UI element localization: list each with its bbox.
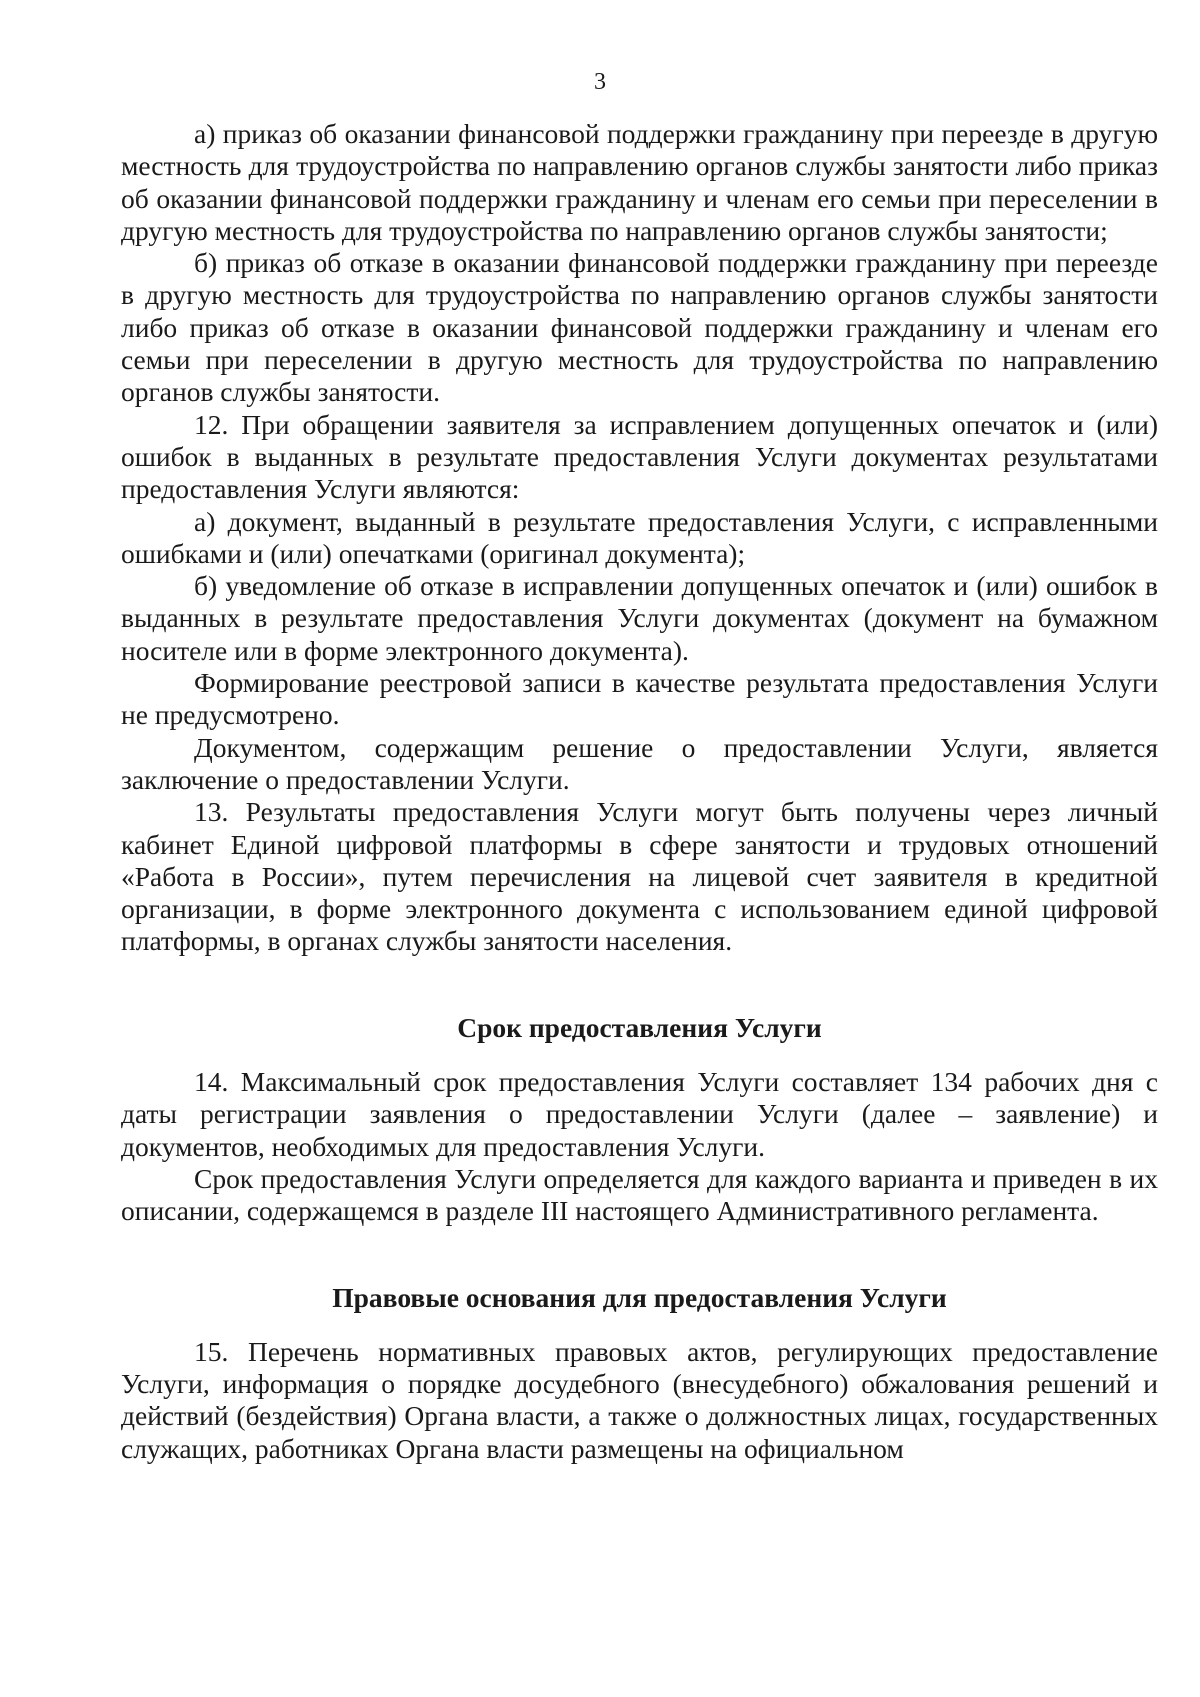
document-body — [121, 118, 1158, 1465]
paragraph-11b: б) приказ об отказе в оказании финансовой поддержки гражданину при переезде в другую местность для трудоустройства по направлению органов службы занятости либо приказ об отказе в оказании финансовой поддержки гражданину и членам его семьи при переселении в другую местность для трудоустройства по направлению органов службы занятости. — [121, 247, 1158, 408]
paragraph-12: 12. При обращении заявителя за исправлением допущенных опечаток и (или) ошибок в выданных в результате предоставления Услуги документах результатами предоставления Услуги являются: — [121, 408, 1158, 505]
section-heading-legal-basis: Правовые основания для предоставления Услуги — [332, 1281, 947, 1313]
page-number: 3 — [594, 69, 606, 95]
paragraph-term-variants: Срок предоставления Услуги определяется для каждого варианта и приведен в их описании, содержащемся в разделе III настоящего Административного регламента. — [121, 1162, 1158, 1227]
paragraph-registry-record: Формирование реестровой записи в качестве результата предоставления Услуги не предусмотрено. — [121, 667, 1158, 731]
spacer — [121, 1044, 1158, 1066]
spacer — [121, 1228, 1158, 1282]
paragraph-12a: а) документ, выданный в результате предоставления Услуги, с исправленными ошибками и (или) опечатками (оригинал документа); — [121, 505, 1158, 569]
paragraph-decision-document: Документом, содержащим решение о предоставлении Услуги, является заключение о предоставлении Услуги. — [121, 731, 1158, 795]
paragraph-13: 13. Результаты предоставления Услуги могут быть получены через личный кабинет Единой цифровой платформы в сфере занятости и трудовых отношений «Работа в России», путем перечисления на лицевой счет заявителя в кредитной организации, в форме электронного документа с использованием единой цифровой платформы, в органах службы занятости населения. — [121, 796, 1158, 957]
paragraph-11a: а) приказ об оказании финансовой поддержки гражданину при переезде в другую местность для трудоустройства по направлению органов службы занятости либо приказ об оказании финансовой поддержки гражданину и членам его семьи при переселении в другую местность для трудоустройства по направлению органов службы занятости; — [121, 118, 1158, 246]
paragraph-15: 15. Перечень нормативных правовых актов, регулирующих предоставление Услуги, информация о порядке досудебного (внесудебного) обжалования решений и действий (бездействия) Органа власти, а также о должностных лицах, государственных служащих, работниках Органа власти размещены на официальном — [121, 1335, 1158, 1464]
section-heading-term: Срок предоставления Услуги — [457, 1011, 822, 1043]
paragraph-14: 14. Максимальный срок предоставления Услуги составляет 134 рабочих дня с даты регистрации заявления о предоставлении Услуги (далее – заявление) и документов, необходимых для предоставления Услуги. — [121, 1066, 1158, 1162]
paragraph-12b: б) уведомление об отказе в исправлении допущенных опечаток и (или) ошибок в выданных в результате предоставления Услуги документах (документ на бумажном носителе или в форме электронного документа). — [121, 570, 1158, 666]
spacer — [121, 1314, 1158, 1336]
spacer — [121, 958, 1158, 1012]
